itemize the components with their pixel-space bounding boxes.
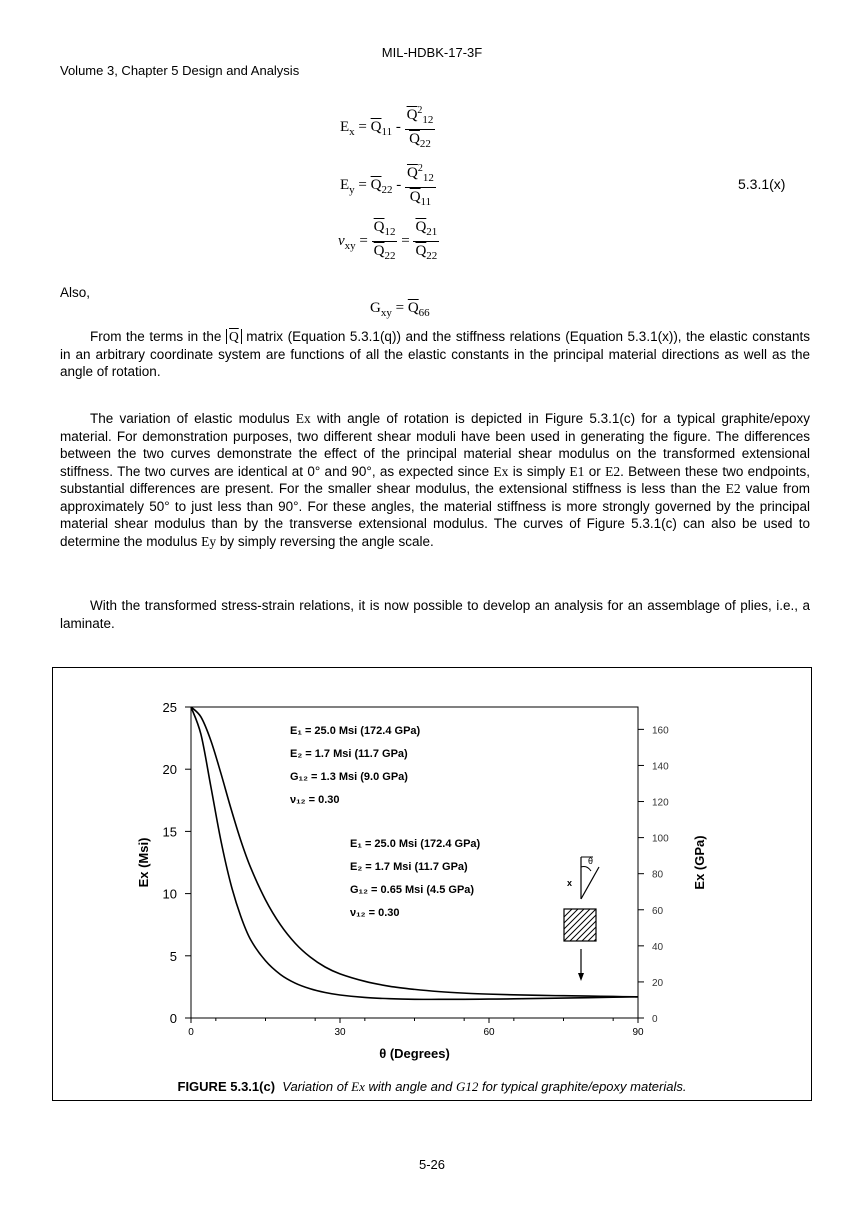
eq-nu-symbol: ν — [338, 232, 345, 249]
legend-line: E₂ = 1.7 Msi (11.7 GPa) — [350, 861, 468, 873]
y-tick-label: 0 — [169, 1011, 177, 1026]
chart-ticks — [136, 700, 707, 1061]
document-id: MIL-HDBK-17-3F — [381, 45, 483, 60]
x-tick-label: 60 — [483, 1027, 495, 1038]
y2-tick-label: 140 — [652, 761, 669, 773]
eq-minus: - — [395, 118, 401, 135]
series-line-2 — [191, 707, 638, 999]
eq-gxy-sub: xy — [380, 307, 392, 319]
y2-tick-label: 60 — [652, 905, 664, 917]
eq-sub: 12 — [384, 226, 396, 238]
y-axis-label: Ex (Msi) — [136, 837, 151, 888]
eq-q: $\overline{Q}$ — [370, 176, 382, 193]
equation-number: 5.3.1(x) — [738, 176, 786, 192]
inset-x-label: x — [567, 878, 573, 888]
p2-text: with angle of rotation is depicted in Figure 5.3.1(c) for a typical graphite/epoxy material. For demonstration purposes, two different shear moduli have been used in generating the figure. The differences between the two curves demonstrate the effect of the principal material shear modulus on the transformed extensional stiffness. The two curves are identical at 0° and 90°, as expected since — [60, 411, 810, 479]
eq-q: $\overline{Q}$ — [415, 243, 427, 259]
page-number: 5-26 — [418, 1157, 446, 1172]
eq-fraction — [372, 218, 398, 265]
eq-sub: 66 — [418, 307, 430, 319]
inset-angle-arc — [581, 867, 591, 872]
equation-ey — [340, 160, 436, 211]
paragraph-2 — [60, 410, 810, 550]
series-line-1 — [191, 707, 638, 997]
chart-curves — [191, 707, 638, 999]
y-tick-label: 15 — [162, 824, 177, 840]
p2-ex: Ex — [295, 411, 311, 426]
caption-text: with angle and — [368, 1079, 453, 1094]
eq-sub: 12 — [422, 114, 434, 126]
y2-tick-label: 160 — [652, 725, 669, 737]
chart-legend — [290, 725, 481, 919]
legend-line: G₁₂ = 0.65 Msi (4.5 GPa) — [350, 884, 475, 896]
p2-ex: Ex — [493, 463, 509, 479]
equation-nuxy — [338, 218, 439, 265]
eq-q: $\overline{Q}$ — [370, 118, 382, 135]
y-tick-label: 5 — [169, 948, 177, 964]
p2-e1: E1 — [569, 463, 585, 479]
eq-fraction — [413, 218, 439, 265]
section-header: Volume 3, Chapter 5 Design and Analysis — [60, 63, 300, 78]
y2-tick-label: 0 — [652, 1014, 658, 1025]
eq-fraction — [405, 102, 436, 153]
eq-sup: 2 — [417, 163, 423, 174]
eq-equals: = — [359, 232, 368, 249]
eq-sub: 11 — [420, 196, 432, 208]
p2-text: by simply reversing the angle scale. — [219, 533, 434, 549]
x-tick-label: 30 — [334, 1027, 346, 1038]
p2-text: The variation of elastic modulus — [90, 411, 290, 426]
eq-nu-sub: xy — [344, 239, 356, 252]
caption-text: Variation of — [282, 1079, 348, 1094]
p2-e2: E2 — [605, 463, 621, 479]
eq-minus: - — [396, 176, 402, 193]
eq-sub: 22 — [419, 138, 431, 150]
legend-line: G₁₂ = 1.3 Msi (9.0 GPa) — [290, 771, 408, 783]
inset-theta-label: θ — [588, 856, 594, 866]
inset-arrowhead — [578, 973, 584, 981]
equation-gxy — [370, 300, 430, 319]
p2-text: value from approximately 50° to just less than 90°. For these angles, the material stiffness is more strongly governed by the principal material shear modulus than by the transverse extensional modulus. The curves of Figure 5.3.1(c) can also be used to determine the modulus — [60, 481, 810, 549]
y-tick-label: 20 — [162, 762, 177, 778]
eq-gxy-symbol: G — [370, 300, 381, 316]
eq-equals: = — [401, 232, 410, 249]
eq-q: $\overline{Q}$ — [407, 300, 419, 316]
eq-ey-sub: y — [349, 183, 355, 196]
eq-q: $\overline{Q}$ — [406, 107, 418, 123]
y2-tick-label: 80 — [652, 869, 664, 881]
y2-axis-label: Ex (GPa) — [692, 835, 707, 890]
inset-fiber-line — [581, 867, 599, 899]
p2-ey: Ey — [201, 533, 217, 549]
caption-text: for typical graphite/epoxy materials. — [482, 1079, 687, 1094]
eq-equals: = — [358, 176, 367, 193]
eq-ey-symbol: E — [340, 176, 350, 193]
legend-line: E₁ = 25.0 Msi (172.4 GPa) — [290, 725, 421, 737]
y2-tick-label: 20 — [652, 977, 664, 989]
eq-q: $\overline{Q}$ — [409, 189, 421, 205]
eq-ex-symbol: E — [340, 118, 350, 135]
legend-line: E₁ = 25.0 Msi (172.4 GPa) — [350, 838, 481, 850]
eq-sub: 22 — [381, 183, 393, 196]
paragraph-1 — [60, 328, 810, 381]
p1-q-matrix: $\overline{Q}$ — [229, 329, 239, 344]
eq-q: $\overline{Q}$ — [373, 219, 385, 235]
x-axis-label: θ (Degrees) — [379, 1046, 450, 1061]
chart-svg — [52, 667, 812, 1077]
eq-ex-sub: x — [349, 125, 355, 138]
eq-sub: 22 — [426, 250, 438, 262]
legend-line: E₂ = 1.7 Msi (11.7 GPa) — [290, 748, 408, 760]
figure-caption — [52, 1079, 812, 1095]
eq-sup: 2 — [417, 105, 423, 116]
also-label: Also, — [60, 285, 91, 300]
x-tick-label: 90 — [632, 1027, 644, 1038]
y-tick-label: 25 — [162, 700, 177, 715]
p2-text: is simply — [512, 463, 566, 479]
y2-tick-label: 120 — [652, 797, 669, 809]
p2-e2: E2 — [725, 481, 741, 496]
eq-equals: = — [395, 300, 405, 316]
y-tick-label: 10 — [162, 886, 177, 902]
x-tick-label: 0 — [188, 1027, 194, 1038]
caption-ex: Ex — [351, 1079, 365, 1094]
eq-sub: 11 — [381, 125, 393, 138]
eq-sub: 22 — [384, 250, 396, 262]
eq-q: $\overline{Q}$ — [415, 219, 427, 235]
equation-ex — [340, 102, 435, 153]
eq-q: $\overline{Q}$ — [409, 131, 420, 147]
y2-tick-label: 40 — [652, 941, 664, 953]
p1-text-a: From the terms in the — [90, 329, 222, 344]
paragraph-3: With the transformed stress-strain relations, it is now possible to develop an analysis for an assemblage of plies, i.e., a laminate. — [60, 598, 810, 631]
chart-inset — [564, 856, 599, 981]
eq-sub: 12 — [422, 172, 434, 184]
caption-label: FIGURE 5.3.1(c) — [177, 1079, 276, 1094]
eq-equals: = — [358, 118, 367, 135]
p2-text: . Between these two endpoints, substantial differences are present. For the smaller shear modulus, the extensional stiffness is less than the — [60, 463, 810, 496]
caption-g12: G12 — [455, 1079, 479, 1094]
eq-q: $\overline{Q}$ — [373, 243, 385, 259]
legend-line: ν₁₂ = 0.30 — [290, 794, 340, 806]
eq-fraction — [405, 160, 436, 211]
eq-sub: 21 — [426, 226, 438, 238]
p1-text-b: matrix (Equation 5.3.1(q)) and the stiffness relations (Equation 5.3.1(x)), the elastic constants in an arbitrary coordinate system are functions of all the elastic constants in the principal material directions as well as the angle of rotation. — [60, 329, 810, 379]
eq-q: $\overline{Q}$ — [406, 165, 418, 181]
p2-text: or — [588, 463, 601, 479]
legend-line: ν₁₂ = 0.30 — [350, 907, 400, 919]
y2-tick-label: 100 — [652, 833, 669, 845]
